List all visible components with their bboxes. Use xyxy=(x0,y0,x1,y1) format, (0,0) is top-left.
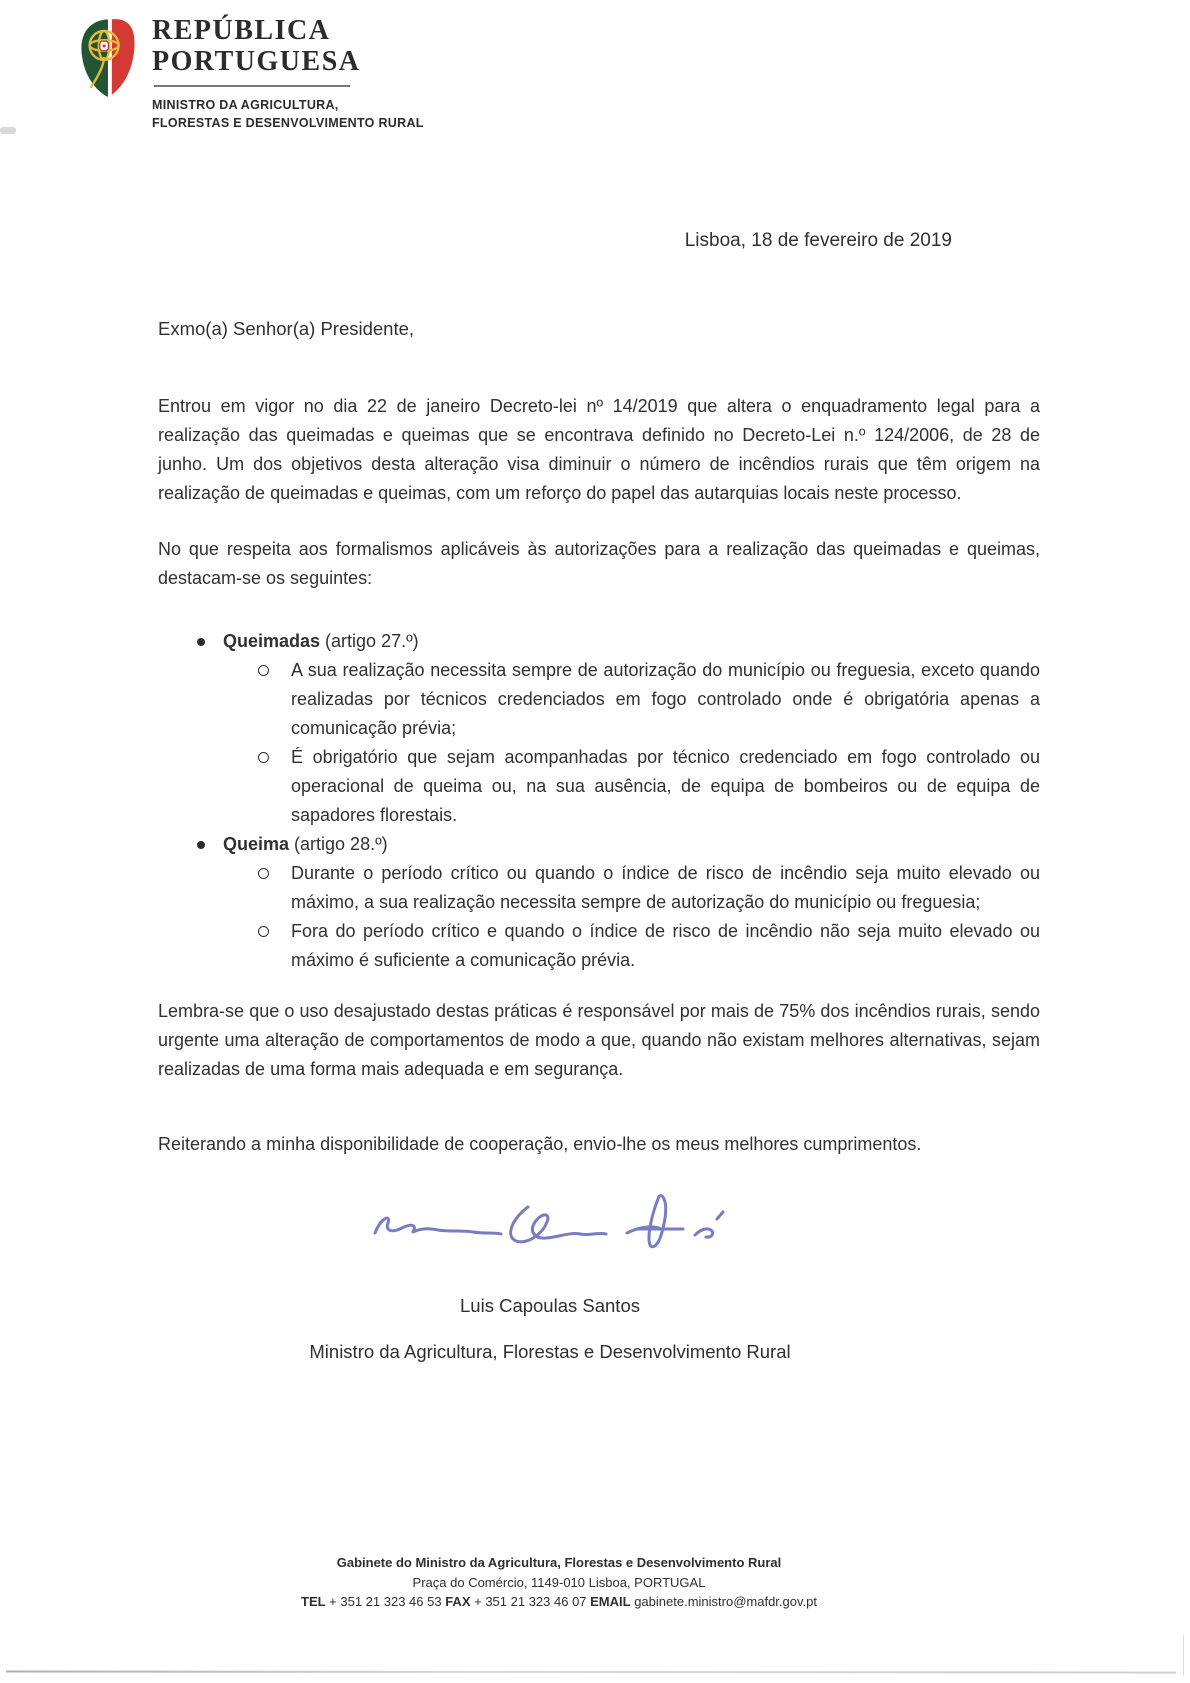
bullet-disc-icon xyxy=(197,638,205,646)
republic-title-line1: REPÚBLICA xyxy=(152,15,331,46)
paragraph-warning: Lembra-se que o uso desajustado destas práticas é responsável por mais de 75% dos incêndios rurais, sendo urgente uma alteração de comportamentos de modo a que, quando não existam melhores alternativas, sejam realizadas de uma forma mais adequada e em segurança. xyxy=(158,1001,1040,1079)
list-item-queima xyxy=(158,830,1040,859)
list-item-suffix: (artigo 28.º) xyxy=(289,834,388,854)
list-subitem-text: Durante o período crítico ou quando o índice de risco de incêndio seja muito elevado ou máximo, a sua realização necessita sempre de autorização do município ou freguesia; xyxy=(291,863,1040,912)
footer-office-name: Gabinete do Ministro da Agricultura, Florestas e Desenvolvimento Rural xyxy=(336,1555,782,1570)
signatory-name: Luis Capoulas Santos xyxy=(460,1295,640,1316)
scan-artifact-page-edge xyxy=(6,1670,1176,1673)
footer xyxy=(0,1553,1118,1612)
fax-value: + 351 21 323 46 07 xyxy=(470,1594,591,1609)
email-label: EMAIL xyxy=(590,1594,631,1609)
list-subitem xyxy=(158,859,1040,917)
list-item-heading xyxy=(223,830,388,859)
scan-artifact-smudge xyxy=(0,127,16,134)
paragraph-formalisms: No que respeita aos formalismos aplicáveis às autorizações para a realização das queimadas e queimas, destacam-se os seguintes: xyxy=(158,539,1040,588)
list-subitem-text: É obrigatório que sejam acompanhadas por técnico credenciado em fogo controlado ou operacional de queima ou, na sua ausência, de equipa de bombeiros ou de equipa de sapadores florestais. xyxy=(291,747,1040,825)
footer-address: Praça do Comércio, 1149-010 Lisboa, PORTUGAL xyxy=(412,1574,706,1590)
letterhead xyxy=(78,16,424,133)
letterhead-text xyxy=(152,16,424,133)
fax-label: FAX xyxy=(445,1594,471,1609)
ministry-name-line2: FLORESTAS E DESENVOLVIMENTO RURAL xyxy=(152,116,424,131)
email-value: gabinete.ministro@mafdr.gov.pt xyxy=(630,1594,817,1609)
list-item-queimadas xyxy=(158,627,1040,656)
letter-body xyxy=(158,392,1040,1366)
scan-artifact-right-edge xyxy=(1183,1635,1184,1675)
shield-icon xyxy=(100,41,109,51)
salutation: Exmo(a) Senhor(a) Presidente, xyxy=(158,318,415,339)
signature-ink xyxy=(365,1187,735,1279)
list-item-label: Queima xyxy=(223,834,290,854)
list-item-heading xyxy=(223,627,419,656)
paragraph-closing: Reiterando a minha disponibilidade de cooperação, envio-lhe os meus melhores cumprimentos. xyxy=(158,1134,922,1154)
bullet-list xyxy=(158,627,1040,975)
bullet-disc-icon xyxy=(197,841,205,849)
tel-value: + 351 21 323 46 53 xyxy=(325,1594,446,1609)
paragraph-intro: Entrou em vigor no dia 22 de janeiro Decreto-lei nº 14/2019 que altera o enquadramento legal para a realização das queimadas e queimas que se encontrava definido no Decreto-Lei n.º 124/2006, de 28 de junho. Um dos objetivos desta alteração visa diminuir o número de incêndios rurais que têm origem na realização de queimadas e queimas, com um reforço do papel das autarquias locais neste processo. xyxy=(158,396,1040,503)
date-line: Lisboa, 18 de fevereiro de 2019 xyxy=(684,230,952,251)
signature-block xyxy=(158,1187,942,1366)
signatory-title: Ministro da Agricultura, Florestas e Desenvolvimento Rural xyxy=(309,1341,791,1362)
list-item-suffix: (artigo 27.º) xyxy=(320,631,419,651)
bullet-circle-icon xyxy=(258,752,269,763)
list-subitem-text: Fora do período crítico e quando o índice de risco de incêndio não seja muito elevado ou máximo é suficiente a comunicação prévia. xyxy=(291,921,1040,970)
list-subitem xyxy=(158,656,1040,743)
republic-title xyxy=(152,16,424,78)
ministry-name xyxy=(152,96,424,134)
list-subitem xyxy=(158,917,1040,975)
list-subitem xyxy=(158,743,1040,830)
letterhead-divider xyxy=(154,85,350,87)
bullet-circle-icon xyxy=(258,665,269,676)
ministry-name-line1: MINISTRO DA AGRICULTURA, xyxy=(152,97,339,112)
tel-label: TEL xyxy=(301,1594,326,1609)
portugal-republic-logo-icon xyxy=(78,16,136,100)
list-item-label: Queimadas xyxy=(223,631,321,651)
list-subitem-text: A sua realização necessita sempre de autorização do município ou freguesia, exceto quando realizadas por técnicos credenciados em fogo controlado onde é obrigatória apenas a comunicação prévia; xyxy=(291,660,1040,738)
footer-contacts xyxy=(0,1592,1118,1612)
bullet-circle-icon xyxy=(258,926,269,937)
republic-title-line2: PORTUGUESA xyxy=(152,45,361,77)
bullet-circle-icon xyxy=(258,868,269,879)
